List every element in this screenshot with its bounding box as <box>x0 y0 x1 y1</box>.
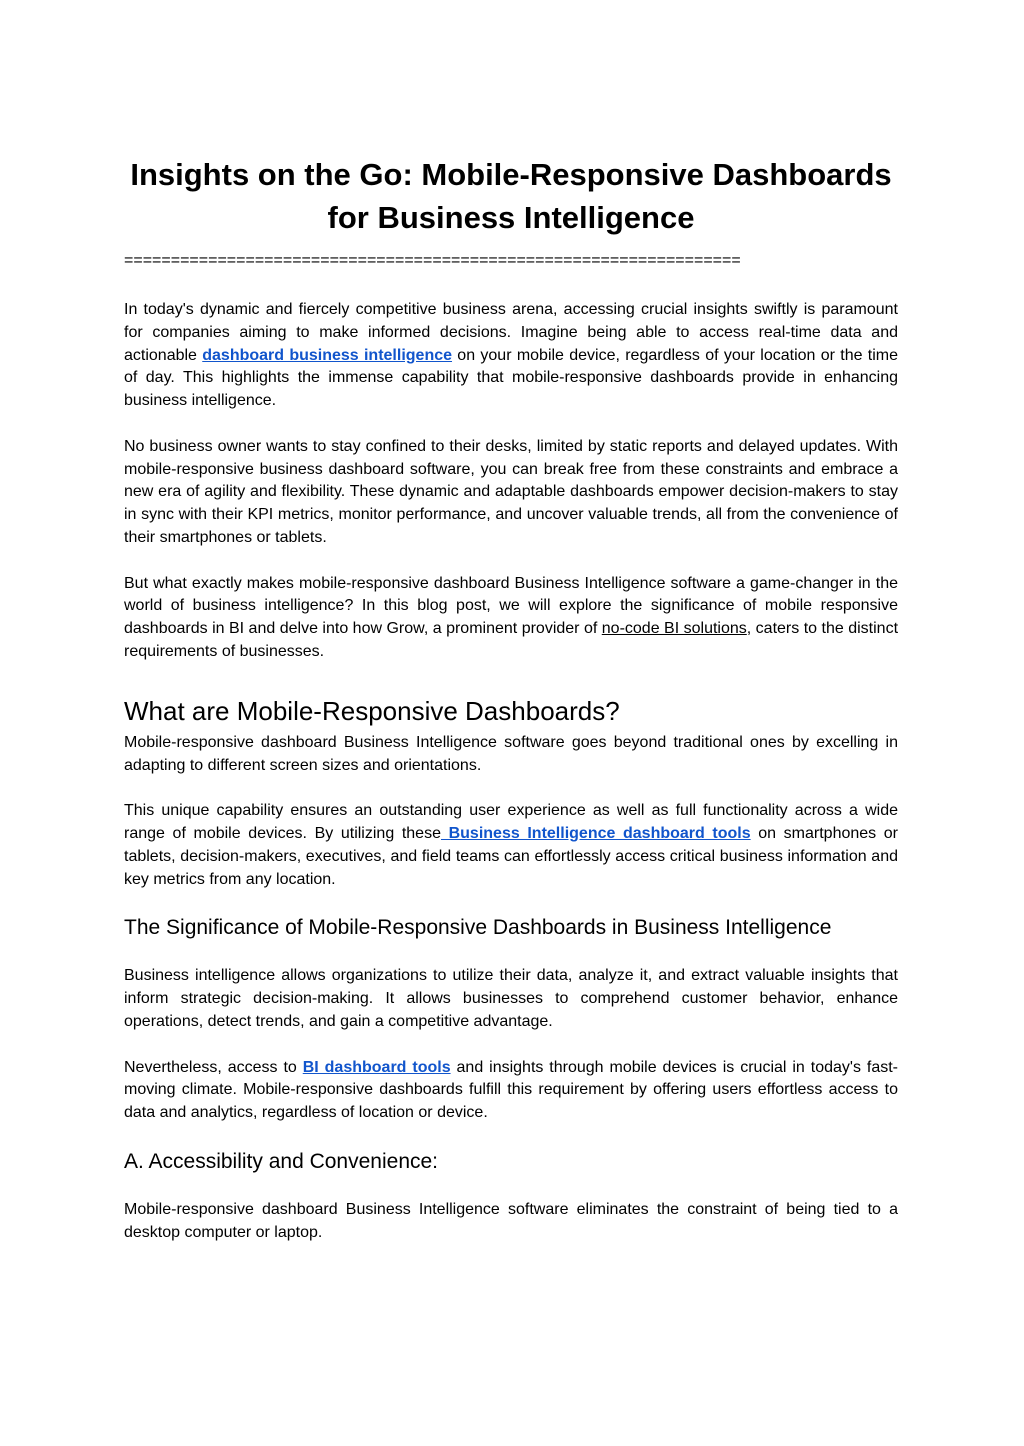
paragraph-unique-capability-text-b: on smartphones or tablets, decision-makers, executives, and field teams can effortlessly access critical business information and key metrics from any location. <box>124 824 899 888</box>
paragraph-unique-capability-text-a: This unique capability ensures an outstanding user experience as well as full functionality across a wide range of mobile devices. By utilizing these <box>124 802 898 842</box>
paragraph-business-owner: No business owner wants to stay confined to their desks, limited by static reports and delayed updates. With mobile-responsive business dashboard software, you can break free from these constraints and embrace a new era of agility and flexibility. These dynamic and adaptable dashboards empower decision-makers to stay in sync with their KPI metrics, monitor performance, and uncover valuable trends, all from the convenience of their smartphones or tablets. <box>124 437 898 546</box>
paragraph-mobile-responsive-definition: Mobile-responsive dashboard Business Intelligence software goes beyond traditional ones by excelling in adapting to different screen sizes and orientations. <box>124 733 898 774</box>
title-divider: ================================================================== <box>124 252 741 269</box>
bi-dashboard-tools-link[interactable]: BI dashboard tools <box>302 1058 451 1076</box>
paragraph-business-intelligence: Business intelligence allows organizations to utilize their data, analyze it, and extract valuable insights that inform strategic decision-making. It allows businesses to comprehend customer behavior, enhance operations, detect trends, and gain a competitive advantage. <box>124 967 898 1030</box>
paragraph-intro-text-a: In today's dynamic and fiercely competitive business arena, accessing crucial insights swiftly is paramount for companies aiming to make informed decisions. Imagine being able to access real-time data and actionable <box>124 301 898 364</box>
paragraph-game-changer-text-b: , caters to the distinct requirements of businesses. <box>124 620 899 660</box>
paragraph-unique-capability <box>124 800 898 891</box>
title-line-2: for Business Intelligence <box>327 200 695 235</box>
document-title <box>124 153 898 239</box>
paragraph-game-changer <box>124 573 898 664</box>
paragraph-nevertheless <box>124 1057 898 1125</box>
heading-what-are-dashboards: What are Mobile-Responsive Dashboards? <box>124 695 620 726</box>
paragraph-intro-text-b: on your mobile device, regardless of your location or the time of day. This highlights the immense capability that mobile-responsive dashboards provide in enhancing business intelligence. <box>124 346 899 410</box>
paragraph-nevertheless-text-a: Nevertheless, access to <box>124 1058 303 1076</box>
title-line-1: Insights on the Go: Mobile-Responsive Dashboards <box>130 157 892 192</box>
paragraph-intro <box>124 299 898 413</box>
heading-accessibility-convenience: A. Accessibility and Convenience: <box>124 1149 439 1173</box>
paragraph-nevertheless-text-b: and insights through mobile devices is crucial in today's fast-moving climate. Mobile-responsive dashboards fulfill this requirement by offering users effortless access to data and analytics, regardless of location or device. <box>124 1058 898 1122</box>
dashboard-business-intelligence-link[interactable]: dashboard business intelligence <box>202 346 453 364</box>
heading-significance: The Significance of Mobile-Responsive Dashboards in Business Intelligence <box>124 916 832 940</box>
no-code-bi-solutions-link[interactable]: no-code BI solutions <box>601 620 747 638</box>
business-intelligence-dashboard-tools-link[interactable]: Business Intelligence dashboard tools <box>440 824 751 842</box>
paragraph-eliminates-constraint: Mobile-responsive dashboard Business Intelligence software eliminates the constraint of being tied to a desktop computer or laptop. <box>124 1200 898 1241</box>
document-page <box>124 153 898 1245</box>
paragraph-game-changer-text-a: But what exactly makes mobile-responsive dashboard Business Intelligence software a game-changer in the world of business intelligence? In this blog post, we will explore the significance of mobile responsive dashboards in BI and delve into how Grow, a prominent provider of <box>124 574 898 638</box>
